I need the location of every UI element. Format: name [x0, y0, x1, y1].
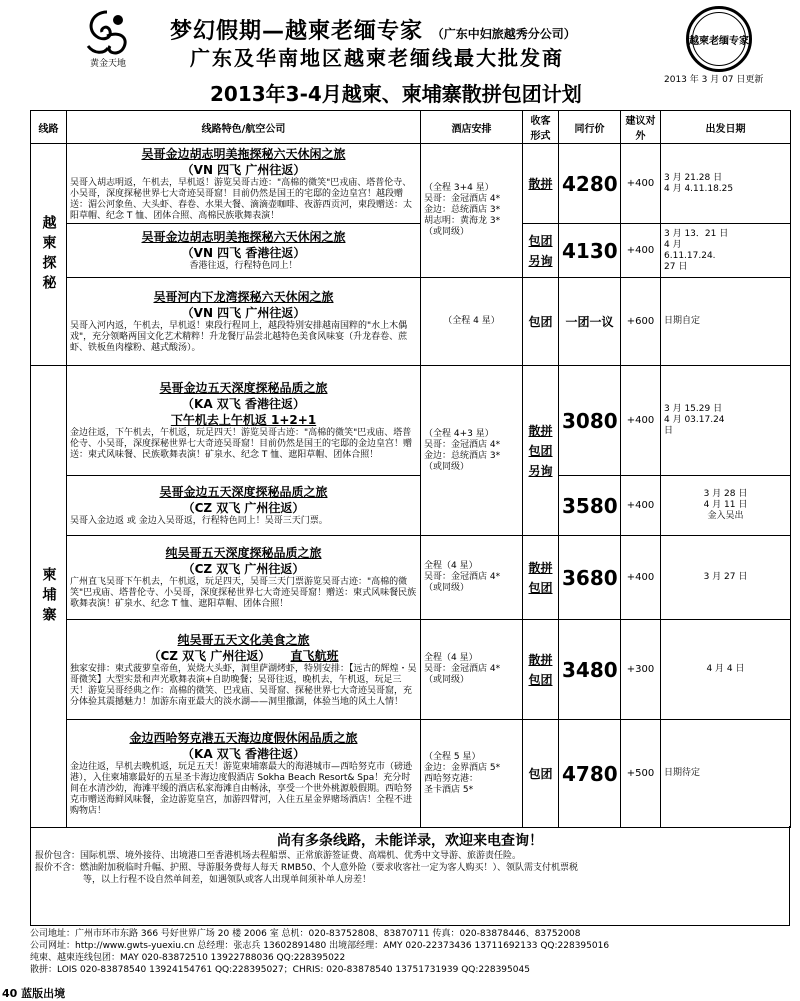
company-title	[170, 14, 576, 45]
hotel-cell: （全程 5 星） 金边：金界酒店 5* 西哈努克港： 圣卡酒店 5*	[421, 720, 523, 828]
contact-address: 公司地址：广州市环市东路 366 号好世界广场 20 楼 2006 室 总机：020-83752808、83870711 传真：020-83878446、83752008	[30, 929, 581, 939]
route-cell	[67, 620, 421, 720]
dates-cell: 日期自定	[661, 278, 791, 366]
page-header	[0, 0, 800, 110]
price-cell: 4780	[559, 720, 621, 828]
route-sub-extra: 直飞航班	[290, 648, 339, 663]
company-tagline: 广东及华南地区越柬老缅线最大批发商	[190, 46, 564, 70]
route-title: 吴哥金边胡志明美拖探秘六天休闲之旅	[141, 230, 346, 244]
contact-website: 公司网址：http://www.gwts-yuexiu.cn 总经理：张志兵 13602891480 出境部经理：AMY 020-22373436 13711692133 QQ:228395016	[30, 941, 610, 951]
form-cell: 散拼	[523, 144, 559, 224]
table-row	[31, 224, 791, 278]
table-row	[31, 620, 791, 720]
suggest-cell: +400	[621, 224, 661, 278]
price-cell: 3680	[559, 536, 621, 620]
header-region: 线路	[31, 111, 67, 144]
header-dates: 出发日期	[661, 111, 791, 144]
dates-cell: 3 月 15.29 日 4 月 03.17.24 日	[661, 366, 791, 476]
suggest-cell: +500	[621, 720, 661, 828]
table-header-row	[31, 111, 791, 144]
route-title: 纯吴哥五天文化美食之旅	[177, 632, 310, 647]
table-row	[31, 144, 791, 224]
route-title: 吴哥河内下龙湾探秘六天休闲之旅	[153, 290, 334, 304]
route-sub-2: 下午机去上午机返 1+2+1	[170, 413, 317, 427]
contact-individual: 散拼：LOIS 020-83878540 13924154761 QQ:228395027；CHRIS: 020-83878540 13751731939 QQ:228395045	[30, 965, 530, 975]
notes-box	[30, 826, 790, 926]
form-cell: 散拼 包团	[523, 620, 559, 720]
route-desc: 吴哥入胡志明返，午机去，早机返！游览吴哥古迹："高棉的微笑"巴戎庙、塔普伦寺、小吴哥，深度探秘世界七大奇迹吴哥窟！目前仍然是国王的宅邸的金边皇宫！越段赠送：湄公河象鱼、大头虾、春卷、水果大餐、滴滴壶咖啡、夜游西贡河，柬段赠送：太阳草帽、纪念 T 恤、团体合照、高棉民族歌舞表演！	[70, 177, 413, 221]
notes-include: 报价包含：国际机票、境外接待、出境港口至香港机场去程船票、正常旅游签证费、高端机、优秀中文导游、旅游责任险。	[35, 851, 522, 861]
route-desc: 广州直飞吴哥下午机去，午机返，玩足四天，吴哥三天门票游览吴哥古迹："高棉的微笑"巴戎庙、塔普伦寺、小吴哥，深度探秘世界七大奇迹吴哥窟！赠送：柬式风味餐民族歌舞表演！矿泉水、纪念 T 恤、遮阳草帽、团体合照！	[70, 577, 417, 609]
suggest-cell: +400	[621, 476, 661, 536]
suggest-cell: +600	[621, 278, 661, 366]
company-title-sub: （广东中妇旅越秀分公司）	[431, 27, 576, 41]
logo-text: 黄金天地	[89, 59, 126, 69]
hotel-cell: （全程 4 星）	[421, 278, 523, 366]
table-row	[31, 366, 791, 476]
table-row	[31, 278, 791, 366]
form-cell: 散拼 包团 另询	[523, 366, 559, 536]
route-sub: （CZ 双飞 广州往返）	[182, 501, 305, 515]
suggest-cell: +400	[621, 536, 661, 620]
route-sub: （CZ 双飞 广州往返）	[182, 562, 305, 576]
route-title: 金边西哈努克港五天海边度假休闲品质之旅	[129, 731, 358, 745]
table-row	[31, 720, 791, 828]
suggest-cell: +300	[621, 620, 661, 720]
route-cell	[67, 476, 421, 536]
dates-cell: 3 月 27 日	[661, 536, 791, 620]
suggest-cell: +400	[621, 366, 661, 476]
hotel-cell: 全程（4 星） 吴哥：金冠酒店 4* （或同级）	[421, 536, 523, 620]
contact-info	[30, 928, 790, 976]
notes-headline: 尚有多条线路，未能详录，欢迎来电查询！	[277, 833, 543, 849]
page-footer: 40 蓝版出境	[2, 987, 66, 1000]
route-cell	[67, 278, 421, 366]
price-cell: 3580	[559, 476, 621, 536]
route-desc: 独家安排：柬式菠萝皇帝鱼，炭烧大头虾，洞里萨湖烤虾，特别安排：【远古的辉煌・吴哥微笑】大型实景和声光歌舞表演+自助晚餐；吴哥往返，晚机去，午机返，玩足三天！游览吴哥经典之作：高棉的微笑、巴戎庙、吴哥窟、探秘世界七大奇迹吴哥窟，充分体验其震撼魅力！加游东南亚最大的淡水湖——洞里撒湖，体验当地的风土人情！	[70, 663, 417, 707]
table-row	[31, 476, 791, 536]
route-title: 吴哥金边胡志明美拖探秘六天休闲之旅	[141, 146, 346, 161]
dates-cell: 3 月 13．21 日 4 月 6.11.17.24. 27 日	[661, 224, 791, 278]
route-title: 吴哥金边五天深度探秘品质之旅	[159, 485, 328, 499]
route-desc: 吴哥入河内返，午机去，早机返！柬段行程同上，越段特别安排越南国粹的"水上木偶戏"，充分领略两国文化艺术精粹！升龙餐厅品尝北越特色美食风味宴（升龙春卷、蔗虾、铁板鱼肉檬粉、越式酸汤）。	[70, 321, 408, 353]
plan-title: 2013年3-4月越柬、柬埔寨散拼包团计划	[210, 82, 582, 106]
dates-cell: 日期待定	[661, 720, 791, 828]
route-sub: （VN 四飞 广州往返）	[181, 162, 306, 177]
suggest-cell: +400	[621, 144, 661, 224]
dates-cell: 4 月 4 日	[661, 620, 791, 720]
header-price: 同行价	[559, 111, 621, 144]
dates-cell: 3 月 21.28 日 4 月 4.11.18.25	[661, 144, 791, 224]
route-sub: （VN 四飞 香港往返）	[181, 246, 306, 260]
region-cell: 越柬探秘	[31, 144, 67, 366]
hotel-cell: （全程 4+3 星） 吴哥：金冠酒店 4* 金边：总统酒店 3* （或同级）	[421, 366, 523, 536]
route-cell	[67, 224, 421, 278]
price-cell: 4280	[559, 144, 621, 224]
route-cell	[67, 144, 421, 224]
header-hotel: 酒店安排	[421, 111, 523, 144]
form-cell: 包团另询	[523, 224, 559, 278]
notes-exclude-2: 等，以上行程不设自然单间差，如遇领队或客人出现单间须补单人房差！	[83, 875, 372, 885]
hotel-cell: 全程（4 星） 吴哥：金冠酒店 4* （或同级）	[421, 620, 523, 720]
route-title: 纯吴哥五天深度探秘品质之旅	[165, 546, 322, 560]
price-cell: 3480	[559, 620, 621, 720]
route-title: 吴哥金边五天深度探秘品质之旅	[159, 381, 328, 395]
route-desc: 香港往返，行程特色同上！	[189, 261, 298, 271]
dates-cell: 3 月 28 日 4 月 11 日 金入吴出	[661, 476, 791, 536]
route-sub: （KA 双飞 香港往返）	[182, 397, 305, 411]
route-cell	[67, 536, 421, 620]
route-sub: （VN 四飞 广州往返）	[181, 306, 306, 320]
form-cell: 散拼 包团	[523, 536, 559, 620]
route-desc: 吴哥入金边返 或 金边入吴哥返，行程特色同上！吴哥三天门票。	[70, 516, 328, 526]
company-title-main: 梦幻假期—越柬老缅专家	[170, 19, 424, 44]
price-cell: 4130	[559, 224, 621, 278]
header-route: 线路特色/航空公司	[67, 111, 421, 144]
route-desc: 金边往返，下午机去，午机返，玩足四天！游览吴哥古迹："高棉的微笑"巴戎庙、塔普伦寺、小吴哥，深度探秘世界七大奇迹吴哥窟！目前仍然是国王的宅邸的金边皇宫！赠送：柬式风味餐、民族歌舞表演！矿泉水、纪念 T 恤、遮阳草帽、团体合照！	[70, 428, 413, 460]
route-sub: （CZ 双飞 广州往返）	[148, 648, 271, 663]
table-row	[31, 536, 791, 620]
region-cell: 柬埔寨	[31, 366, 67, 828]
seal-ring	[692, 12, 746, 66]
contact-group: 纯柬、越柬连线包团：MAY 020-83872510 13922788036 QQ:228395022	[30, 953, 346, 963]
route-cell	[67, 366, 421, 476]
form-cell: 包团	[523, 278, 559, 366]
header-form: 收客形式	[523, 111, 559, 144]
seal-text: 越柬老缅专家	[689, 35, 749, 47]
route-sub-row	[70, 648, 417, 664]
form-cell: 包团	[523, 720, 559, 828]
updated-date: 2013 年 3 月 07 日更新	[664, 75, 764, 85]
price-cell: 一团一议	[559, 278, 621, 366]
notes-exclude-1: 报价不含：燃油附加税临时升幅、护照、导游服务费每人每天 RMB50、个人意外险（要求收客社一定为客人购买！）、领队需支付机票税	[35, 863, 579, 873]
route-sub: （KA 双飞 香港往返）	[182, 747, 305, 761]
price-cell: 3080	[559, 366, 621, 476]
hotel-cell: （全程 3+4 星） 吴哥：金冠酒店 4* 金边：总统酒店 3* 胡志明：黄海龙 3* （或同级）	[421, 144, 523, 278]
tour-plan-table	[30, 110, 791, 828]
route-cell	[67, 720, 421, 828]
header-suggest: 建议对外	[621, 111, 661, 144]
route-desc: 金边往返，早机去晚机返，玩足五天！游览柬埔寨最大的海港城市—西哈努克市（磅逊港），入住柬埔寨最好的五星圣卡海边度假酒店 Sokha Beach Resort& Spa！充分时间在水清沙幼，海滩平缓的酒店私家海滩自由畅泳，享受一个世外桃源般假期。西哈努克市赠送海鲜风味餐，金边游览皇宫，加游四臂河，入住五星金界赌场酒店！全程不进购物店！	[70, 762, 413, 816]
